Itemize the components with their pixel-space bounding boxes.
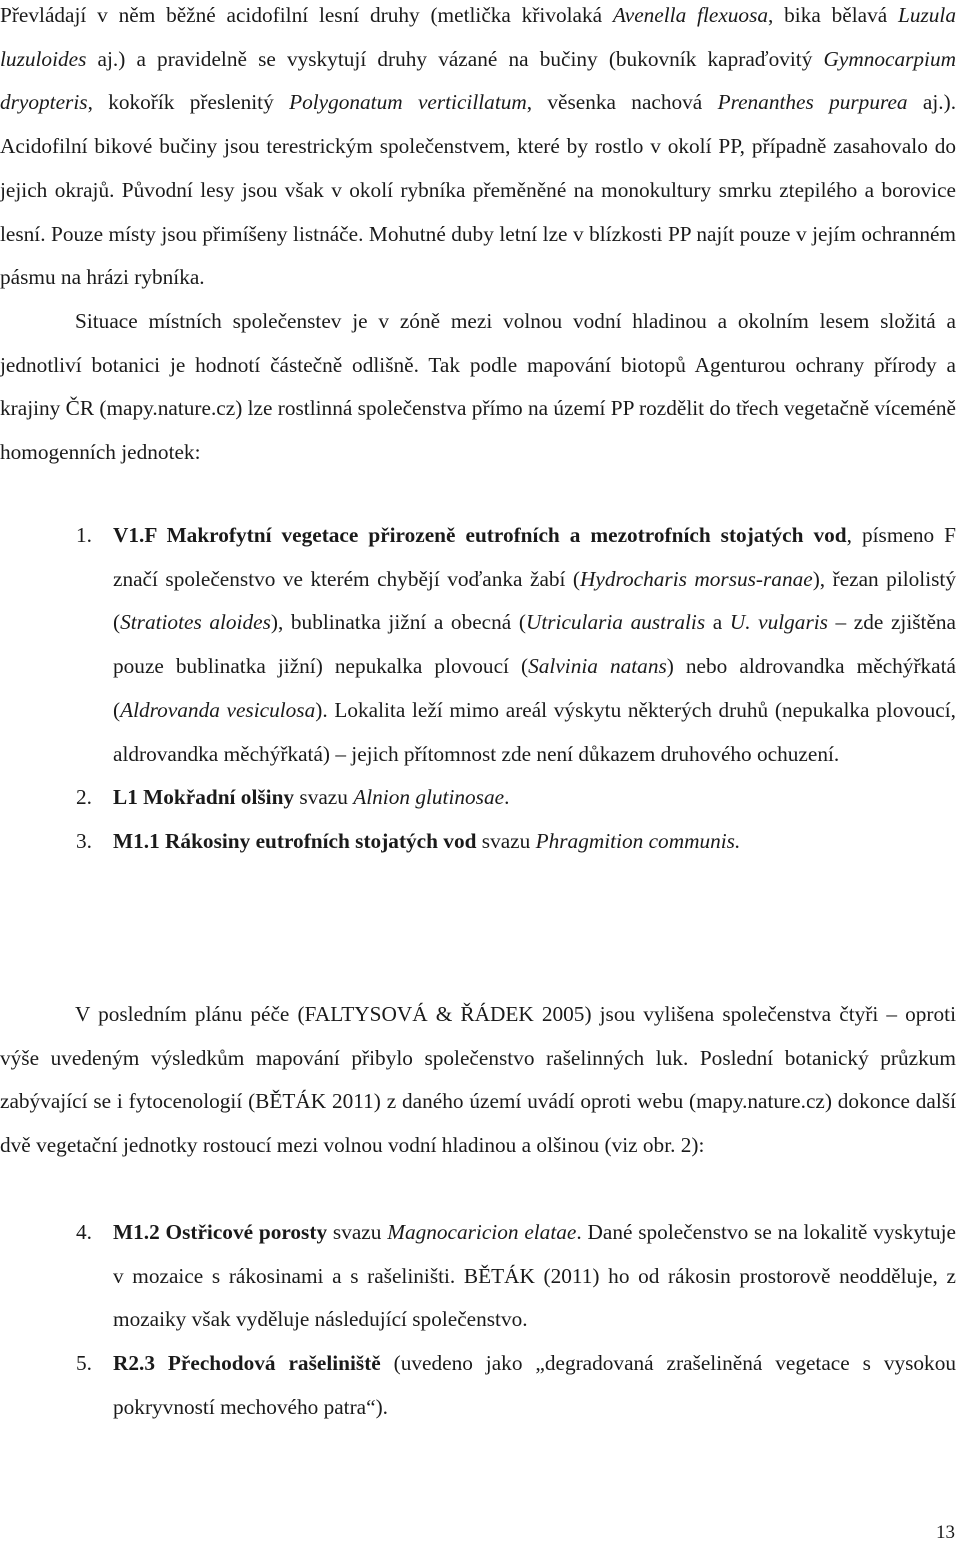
- paragraph-2: Situace místních společenstev je v zóně mezi volnou vodní hladinou a okolním lesem složitá a jednotliví botanici je hodnotí částečně odlišně. Tak podle mapování biotopů Agenturou ochrany přírody a krajiny ČR (mapy.nature.cz) lze rostlinná společenstva přímo na území PP rozdělit do třech vegetačně víceméně homogenních jednotek:: [0, 308, 956, 465]
- paragraph-1: Převládají v něm běžné acidofilní lesní druhy (metlička křivolaká Avenella flexuosa, bika bělavá Luzula luzuloides aj.) a pravidelně se vyskytují druhy vázané na bučiny (bukovník kapraďovitý Gymnocarpium dryopteris, kokořík přeslenitý Polygonatum verticillatum, věsenka nachová Prenanthes purpurea aj.). Acidofilní bikové bučiny jsou terestrickým společenstvem, které by rostlo v okolí PP, případně zasahovalo do jejich okrajů. Původní lesy jsou však v okolí rybníka přeměněné na monokultury smrku ztepilého a borovice lesní. Pouze místy jsou přimíšeny listnáče. Mohutné duby letní lze v blízkosti PP najít pouze v jejím ochranném pásmu na hrázi rybníka.: [0, 3, 957, 290]
- list-item: 5. R2.3 Přechodová rašeliniště (uvedeno jako „degradovaná zrašeliněná vegetace s vysokou pokryvností mechového patra“).: [76, 1351, 956, 1419]
- page-number: 13: [936, 1522, 955, 1543]
- list-item: 1. V1.F Makrofytní vegetace přirozeně eutrofních a mezotrofních stojatých vod, písmeno F značí společenstvo ve kterém chybějí voďanka žabí (Hydrocharis morsus-ranae), řezan pilolistý (Stratiotes aloides), bublinatka jižní a obecná (Utricularia australis a U. vulgaris – zde zjištěna pouze bublinatka jižní) nepukalka plovoucí (Salvinia natans) nebo aldrovandka měchýřkatá (Aldrovanda vesiculosa). Lokalita leží mimo areál výskytu některých druhů (nepukalka plovoucí, aldrovandka měchýřkatá) – jejich přítomnost zde není důkazem druhového ochuzení.: [76, 523, 957, 766]
- list-item: 2. L1 Mokřadní olšiny svazu Alnion glutinosae.: [76, 785, 510, 810]
- community-list-1: [0, 514, 956, 864]
- list-item: 4. M1.2 Ostřicové porosty svazu Magnocaricion elatae. Dané společenstvo se na lokalitě vyskytuje v mozaice s rákosinami a s rašeliništi. BĚTÁK (2011) ho od rákosin prostorově neodděluje, z mozaiky však vyděluje následující společenstvo.: [76, 1220, 956, 1332]
- list-item: 3. M1.1 Rákosiny eutrofních stojatých vod svazu Phragmition communis.: [76, 828, 741, 853]
- paragraph-3: V posledním plánu péče (FALTYSOVÁ & ŘÁDEK 2005) jsou vylišena společenstva čtyři – oproti výše uvedeným výsledkům mapování přibylo společenstvo rašelinných luk. Poslední botanický průzkum zabývající se i fytocenologií (BĚTÁK 2011) z daného území uvádí oproti webu (mapy.nature.cz) dokonce další dvě vegetační jednotky rostoucí mezi volnou vodní hladinou a olšinou (viz obr. 2):: [0, 1002, 956, 1158]
- text-block-top: [0, 0, 956, 475]
- community-list-2: [0, 1211, 956, 1430]
- text-block-bottom: [0, 993, 956, 1168]
